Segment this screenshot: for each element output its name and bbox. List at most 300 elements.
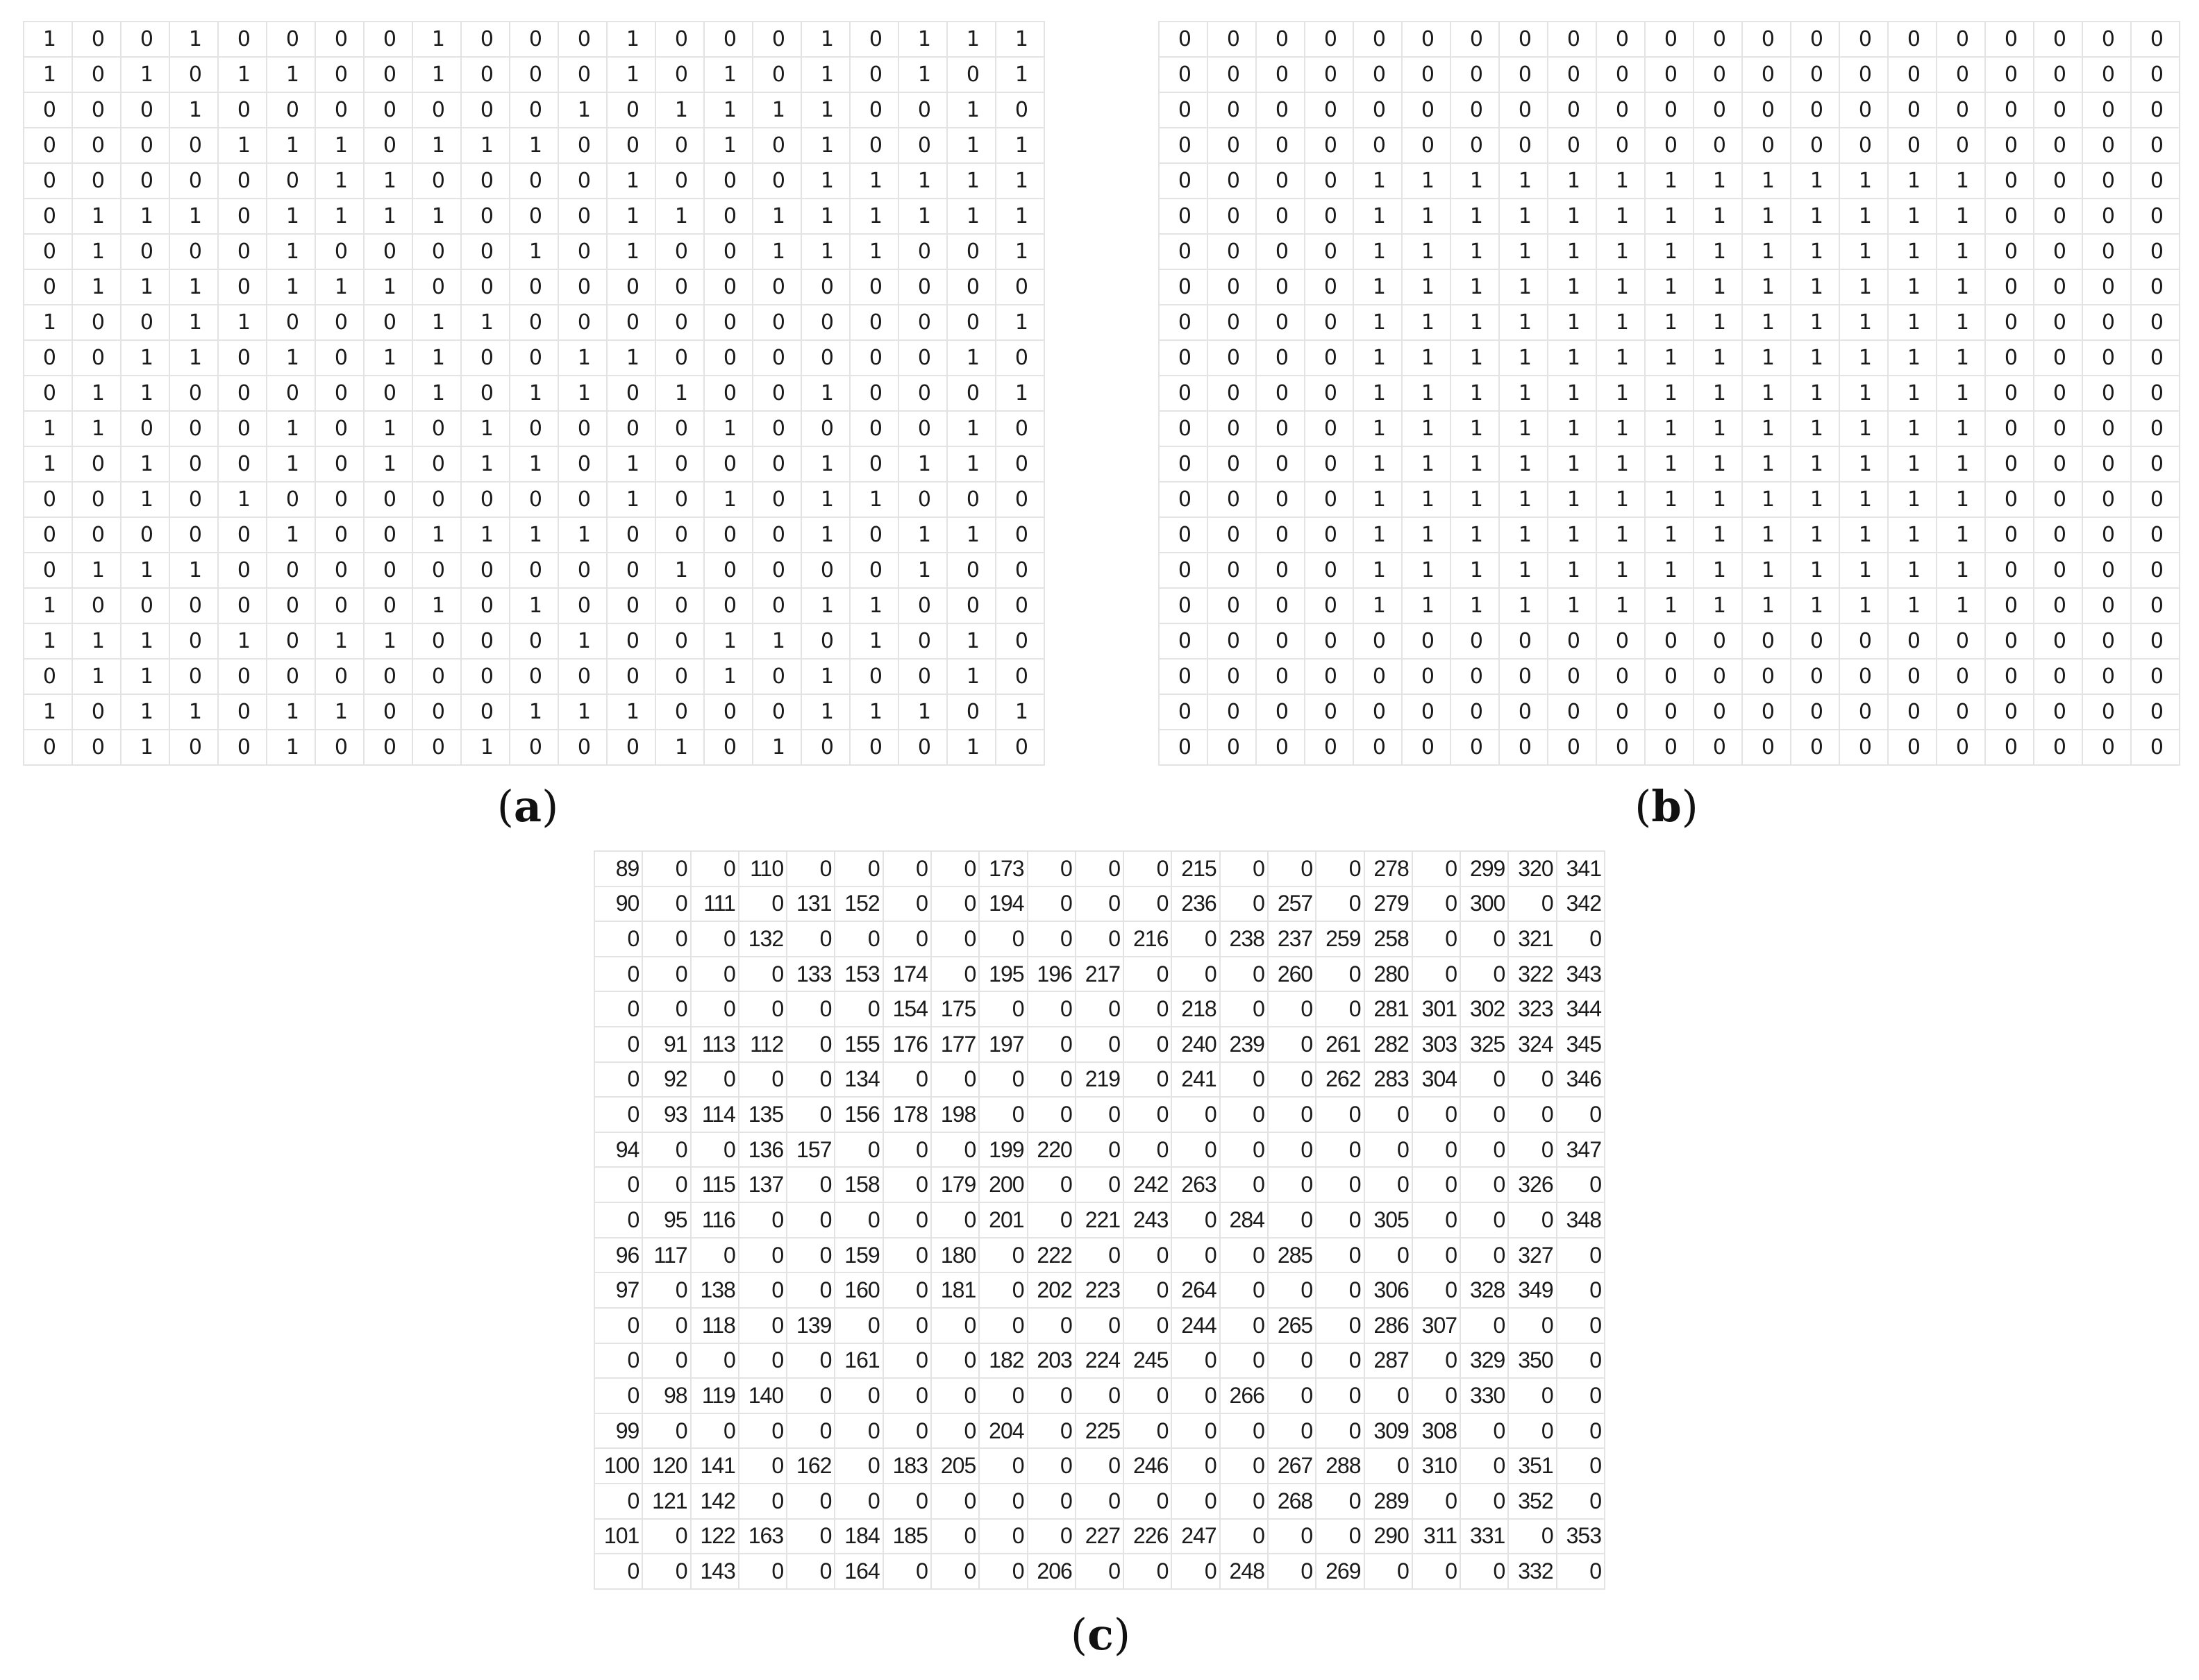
matrix-cell: 0 bbox=[1548, 623, 1596, 659]
matrix-cell: 0 bbox=[883, 1062, 931, 1098]
matrix-cell: 0 bbox=[835, 1132, 883, 1168]
matrix-cell: 0 bbox=[1508, 1097, 1556, 1132]
matrix-cell: 0 bbox=[412, 694, 461, 730]
matrix-cell: 0 bbox=[2131, 517, 2180, 553]
matrix-cell: 0 bbox=[1557, 1097, 1605, 1132]
matrix-cell: 0 bbox=[1596, 128, 1645, 163]
matrix-cell: 0 bbox=[1268, 1202, 1316, 1238]
matrix-cell: 1 bbox=[607, 694, 655, 730]
matrix-cell: 0 bbox=[1220, 887, 1268, 922]
matrix-cell: 1 bbox=[1937, 199, 1985, 234]
matrix-cell: 0 bbox=[24, 269, 72, 305]
matrix-cell: 0 bbox=[1207, 623, 1256, 659]
matrix-cell: 0 bbox=[2082, 730, 2131, 765]
matrix-cell: 0 bbox=[642, 957, 690, 992]
matrix-cell: 0 bbox=[1159, 22, 1207, 57]
matrix-cell: 0 bbox=[607, 128, 655, 163]
matrix-cell: 0 bbox=[1076, 1448, 1123, 1484]
matrix-cell: 0 bbox=[1985, 269, 2034, 305]
matrix-cell: 0 bbox=[1123, 1413, 1171, 1449]
matrix-cell: 1 bbox=[1596, 234, 1645, 269]
matrix-cell: 113 bbox=[691, 1027, 739, 1062]
matrix-cell: 0 bbox=[883, 1484, 931, 1519]
matrix-cell: 1 bbox=[947, 199, 996, 234]
matrix-cell: 0 bbox=[883, 1238, 931, 1273]
matrix-cell: 0 bbox=[655, 269, 704, 305]
matrix-cell: 0 bbox=[1076, 991, 1123, 1027]
matrix-row bbox=[594, 1343, 1605, 1379]
matrix-cell: 304 bbox=[1412, 1062, 1460, 1098]
matrix-cell: 1 bbox=[1742, 482, 1791, 517]
matrix-cell: 0 bbox=[1256, 269, 1305, 305]
matrix-cell: 1 bbox=[1645, 446, 1694, 482]
matrix-cell: 0 bbox=[1076, 1132, 1123, 1168]
matrix-cell: 1 bbox=[1839, 199, 1888, 234]
matrix-cell: 0 bbox=[1985, 376, 2034, 411]
matrix-row bbox=[1159, 128, 2180, 163]
matrix-cell: 0 bbox=[24, 376, 72, 411]
matrix-row bbox=[594, 1027, 1605, 1062]
matrix-cell: 0 bbox=[364, 553, 412, 588]
matrix-cell: 0 bbox=[691, 957, 739, 992]
matrix-cell: 0 bbox=[898, 730, 947, 765]
matrix-cell: 0 bbox=[1460, 1202, 1508, 1238]
matrix-cell: 0 bbox=[2082, 376, 2131, 411]
matrix-row bbox=[24, 163, 1044, 199]
matrix-cell: 0 bbox=[594, 1202, 642, 1238]
matrix-cell: 0 bbox=[1268, 1062, 1316, 1098]
matrix-cell: 1 bbox=[996, 57, 1044, 92]
matrix-cell: 133 bbox=[787, 957, 835, 992]
matrix-cell: 0 bbox=[1888, 623, 1937, 659]
matrix-cell: 0 bbox=[1207, 92, 1256, 128]
matrix-cell: 0 bbox=[607, 305, 655, 340]
matrix-cell: 0 bbox=[996, 446, 1044, 482]
matrix-cell: 1 bbox=[1450, 305, 1499, 340]
matrix-cell: 0 bbox=[1305, 411, 1353, 446]
matrix-cell: 0 bbox=[1839, 694, 1888, 730]
matrix-cell: 0 bbox=[1123, 1272, 1171, 1308]
matrix-cell: 1 bbox=[1402, 588, 1450, 623]
matrix-cell: 0 bbox=[1460, 1308, 1508, 1343]
matrix-cell: 1 bbox=[1791, 269, 1839, 305]
matrix-cell: 1 bbox=[1596, 446, 1645, 482]
matrix-cell: 0 bbox=[1508, 1062, 1556, 1098]
matrix-cell: 1 bbox=[850, 199, 898, 234]
matrix-cell: 0 bbox=[850, 305, 898, 340]
matrix-cell: 0 bbox=[850, 446, 898, 482]
matrix-cell: 0 bbox=[2034, 482, 2082, 517]
matrix-cell: 0 bbox=[1364, 1448, 1412, 1484]
matrix-cell: 299 bbox=[1460, 851, 1508, 887]
matrix-cell: 0 bbox=[801, 553, 850, 588]
matrix-row bbox=[1159, 517, 2180, 553]
matrix-cell: 1 bbox=[558, 517, 607, 553]
matrix-cell: 0 bbox=[1256, 22, 1305, 57]
matrix-cell: 0 bbox=[1305, 22, 1353, 57]
matrix-cell: 0 bbox=[979, 1378, 1027, 1413]
matrix-cell: 0 bbox=[1791, 730, 1839, 765]
matrix-cell: 1 bbox=[1694, 163, 1742, 199]
matrix-cell: 0 bbox=[1316, 1519, 1364, 1554]
matrix-cell: 0 bbox=[1460, 921, 1508, 957]
matrix-row bbox=[594, 851, 1605, 887]
matrix-cell: 1 bbox=[1353, 553, 1402, 588]
matrix-row bbox=[1159, 305, 2180, 340]
matrix-cell: 0 bbox=[1742, 694, 1791, 730]
matrix-cell: 1 bbox=[72, 411, 121, 446]
matrix-cell: 1 bbox=[947, 623, 996, 659]
matrix-cell: 1 bbox=[121, 340, 169, 376]
matrix-cell: 0 bbox=[1557, 1448, 1605, 1484]
matrix-cell: 1 bbox=[315, 269, 364, 305]
matrix-cell: 0 bbox=[510, 57, 558, 92]
matrix-cell: 0 bbox=[898, 128, 947, 163]
matrix-cell: 0 bbox=[412, 482, 461, 517]
matrix-cell: 1 bbox=[558, 623, 607, 659]
matrix-cell: 112 bbox=[739, 1027, 787, 1062]
matrix-cell: 1 bbox=[1645, 269, 1694, 305]
matrix-cell: 0 bbox=[218, 694, 267, 730]
matrix-cell: 1 bbox=[1353, 482, 1402, 517]
matrix-cell: 0 bbox=[1076, 921, 1123, 957]
matrix-cell: 0 bbox=[1316, 887, 1364, 922]
matrix-cell: 285 bbox=[1268, 1238, 1316, 1273]
matrix-cell: 1 bbox=[267, 128, 315, 163]
matrix-cell: 257 bbox=[1268, 887, 1316, 922]
matrix-row bbox=[24, 730, 1044, 765]
matrix-cell: 1 bbox=[1645, 163, 1694, 199]
matrix-cell: 0 bbox=[594, 1062, 642, 1098]
matrix-cell: 1 bbox=[1596, 588, 1645, 623]
matrix-cell: 1 bbox=[898, 57, 947, 92]
matrix-cell: 0 bbox=[364, 730, 412, 765]
matrix-cell: 0 bbox=[510, 659, 558, 694]
matrix-cell: 0 bbox=[1508, 887, 1556, 922]
matrix-cell: 1 bbox=[1645, 305, 1694, 340]
matrix-cell: 0 bbox=[1694, 22, 1742, 57]
matrix-cell: 1 bbox=[1353, 588, 1402, 623]
matrix-cell: 0 bbox=[655, 659, 704, 694]
matrix-cell: 0 bbox=[2082, 517, 2131, 553]
matrix-cell: 0 bbox=[267, 623, 315, 659]
matrix-cell: 0 bbox=[1460, 957, 1508, 992]
matrix-cell: 0 bbox=[753, 659, 801, 694]
matrix-cell: 1 bbox=[461, 128, 510, 163]
matrix-cell: 280 bbox=[1364, 957, 1412, 992]
matrix-cell: 1 bbox=[996, 22, 1044, 57]
matrix-cell: 1 bbox=[655, 376, 704, 411]
matrix-cell: 0 bbox=[1305, 482, 1353, 517]
matrix-cell: 0 bbox=[787, 991, 835, 1027]
matrix-cell: 0 bbox=[947, 482, 996, 517]
matrix-cell: 0 bbox=[996, 269, 1044, 305]
matrix-row bbox=[594, 1413, 1605, 1449]
matrix-cell: 0 bbox=[218, 411, 267, 446]
matrix-cell: 1 bbox=[1548, 163, 1596, 199]
matrix-cell: 0 bbox=[2082, 22, 2131, 57]
matrix-cell: 1 bbox=[1937, 482, 1985, 517]
matrix-cell: 0 bbox=[218, 553, 267, 588]
matrix-cell: 134 bbox=[835, 1062, 883, 1098]
matrix-cell: 199 bbox=[979, 1132, 1027, 1168]
matrix-row bbox=[1159, 22, 2180, 57]
matrix-cell: 0 bbox=[739, 1413, 787, 1449]
matrix-cell: 1 bbox=[364, 199, 412, 234]
matrix-row bbox=[594, 1238, 1605, 1273]
matrix-cell: 0 bbox=[412, 234, 461, 269]
matrix-row bbox=[594, 1062, 1605, 1098]
matrix-cell: 1 bbox=[850, 482, 898, 517]
matrix-cell: 265 bbox=[1268, 1308, 1316, 1343]
matrix-cell: 0 bbox=[1220, 1167, 1268, 1202]
matrix-cell: 0 bbox=[1305, 340, 1353, 376]
matrix-cell: 0 bbox=[558, 128, 607, 163]
matrix-cell: 0 bbox=[1985, 446, 2034, 482]
matrix-cell: 0 bbox=[1508, 1378, 1556, 1413]
matrix-cell: 0 bbox=[1256, 730, 1305, 765]
matrix-cell: 0 bbox=[2082, 305, 2131, 340]
matrix-cell: 0 bbox=[642, 921, 690, 957]
matrix-cell: 1 bbox=[267, 57, 315, 92]
matrix-cell: 0 bbox=[412, 163, 461, 199]
matrix-cell: 0 bbox=[642, 1343, 690, 1379]
matrix-cell: 0 bbox=[2082, 482, 2131, 517]
matrix-cell: 1 bbox=[1450, 411, 1499, 446]
matrix-cell: 1 bbox=[850, 588, 898, 623]
matrix-cell: 0 bbox=[72, 92, 121, 128]
matrix-cell: 247 bbox=[1171, 1519, 1219, 1554]
matrix-cell: 1 bbox=[1596, 482, 1645, 517]
matrix-cell: 0 bbox=[1937, 92, 1985, 128]
matrix-cell: 308 bbox=[1412, 1413, 1460, 1449]
matrix-cell: 1 bbox=[1839, 446, 1888, 482]
matrix-cell: 154 bbox=[883, 991, 931, 1027]
matrix-cell: 0 bbox=[2034, 92, 2082, 128]
matrix-cell: 0 bbox=[1305, 517, 1353, 553]
matrix-cell: 115 bbox=[691, 1167, 739, 1202]
matrix-cell: 1 bbox=[1450, 269, 1499, 305]
matrix-cell: 1 bbox=[1499, 269, 1548, 305]
matrix-cell: 1 bbox=[996, 305, 1044, 340]
matrix-cell: 1 bbox=[72, 199, 121, 234]
matrix-cell: 0 bbox=[1985, 411, 2034, 446]
matrix-cell: 180 bbox=[931, 1238, 979, 1273]
matrix-cell: 0 bbox=[1412, 1202, 1460, 1238]
matrix-cell: 1 bbox=[121, 730, 169, 765]
matrix-cell: 1 bbox=[461, 305, 510, 340]
matrix-cell: 1 bbox=[801, 694, 850, 730]
matrix-cell: 137 bbox=[739, 1167, 787, 1202]
matrix-cell: 241 bbox=[1171, 1062, 1219, 1098]
matrix-cell: 1 bbox=[1402, 482, 1450, 517]
matrix-cell: 0 bbox=[1220, 957, 1268, 992]
matrix-cell: 1 bbox=[801, 446, 850, 482]
matrix-cell: 0 bbox=[739, 1484, 787, 1519]
matrix-cell: 1 bbox=[1353, 199, 1402, 234]
matrix-cell: 0 bbox=[121, 411, 169, 446]
matrix-cell: 1 bbox=[1839, 588, 1888, 623]
matrix-cell: 1 bbox=[996, 163, 1044, 199]
matrix-cell: 0 bbox=[1645, 623, 1694, 659]
matrix-cell: 1 bbox=[704, 57, 753, 92]
matrix-cell: 1 bbox=[1645, 482, 1694, 517]
matrix-cell: 1 bbox=[996, 234, 1044, 269]
matrix-cell: 0 bbox=[655, 234, 704, 269]
matrix-cell: 0 bbox=[1256, 482, 1305, 517]
matrix-cell: 0 bbox=[461, 482, 510, 517]
matrix-cell: 0 bbox=[2082, 57, 2131, 92]
matrix-cell: 0 bbox=[739, 1554, 787, 1589]
matrix-cell: 0 bbox=[931, 851, 979, 887]
matrix-cell: 1 bbox=[1402, 305, 1450, 340]
matrix-cell: 0 bbox=[850, 92, 898, 128]
matrix-row bbox=[1159, 446, 2180, 482]
matrix-cell: 311 bbox=[1412, 1519, 1460, 1554]
matrix-cell: 206 bbox=[1028, 1554, 1076, 1589]
matrix-cell: 0 bbox=[1268, 1097, 1316, 1132]
matrix-cell: 1 bbox=[1353, 163, 1402, 199]
matrix-cell: 0 bbox=[996, 730, 1044, 765]
matrix-cell: 0 bbox=[121, 305, 169, 340]
matrix-cell: 0 bbox=[1353, 57, 1402, 92]
matrix-b-binary-block bbox=[1158, 21, 2180, 766]
matrix-cell: 0 bbox=[558, 659, 607, 694]
matrix-cell: 0 bbox=[898, 376, 947, 411]
matrix-cell: 1 bbox=[1791, 305, 1839, 340]
matrix-cell: 1 bbox=[412, 376, 461, 411]
matrix-cell: 0 bbox=[1268, 1132, 1316, 1168]
matrix-cell: 0 bbox=[1028, 991, 1076, 1027]
matrix-cell: 0 bbox=[850, 376, 898, 411]
matrix-cell: 0 bbox=[1207, 340, 1256, 376]
matrix-cell: 0 bbox=[1508, 1519, 1556, 1554]
matrix-cell: 0 bbox=[1985, 623, 2034, 659]
matrix-row bbox=[594, 1378, 1605, 1413]
matrix-cell: 205 bbox=[931, 1448, 979, 1484]
matrix-cell: 0 bbox=[1305, 730, 1353, 765]
matrix-cell: 0 bbox=[2034, 269, 2082, 305]
matrix-cell: 0 bbox=[1694, 92, 1742, 128]
matrix-cell: 138 bbox=[691, 1272, 739, 1308]
matrix-cell: 331 bbox=[1460, 1519, 1508, 1554]
matrix-cell: 1 bbox=[1450, 340, 1499, 376]
matrix-cell: 0 bbox=[461, 340, 510, 376]
matrix-cell: 1 bbox=[801, 517, 850, 553]
matrix-cell: 341 bbox=[1557, 851, 1605, 887]
matrix-row bbox=[594, 887, 1605, 922]
matrix-cell: 1 bbox=[753, 623, 801, 659]
matrix-cell: 343 bbox=[1557, 957, 1605, 992]
matrix-cell: 1 bbox=[1742, 517, 1791, 553]
matrix-cell: 0 bbox=[850, 22, 898, 57]
matrix-cell: 0 bbox=[1694, 623, 1742, 659]
matrix-cell: 0 bbox=[1596, 623, 1645, 659]
matrix-cell: 1 bbox=[267, 340, 315, 376]
matrix-cell: 0 bbox=[218, 517, 267, 553]
matrix-cell: 0 bbox=[72, 517, 121, 553]
matrix-cell: 0 bbox=[2131, 376, 2180, 411]
matrix-cell: 0 bbox=[1791, 22, 1839, 57]
matrix-cell: 1 bbox=[558, 92, 607, 128]
matrix-cell: 0 bbox=[801, 623, 850, 659]
matrix-cell: 0 bbox=[1207, 163, 1256, 199]
matrix-cell: 0 bbox=[1256, 340, 1305, 376]
matrix-cell: 0 bbox=[1791, 623, 1839, 659]
matrix-cell: 0 bbox=[2131, 163, 2180, 199]
matrix-cell: 1 bbox=[510, 694, 558, 730]
matrix-cell: 1 bbox=[1548, 588, 1596, 623]
matrix-cell: 0 bbox=[1508, 1132, 1556, 1168]
matrix-cell: 1 bbox=[1402, 340, 1450, 376]
matrix-cell: 0 bbox=[510, 199, 558, 234]
matrix-cell: 1 bbox=[169, 553, 218, 588]
matrix-cell: 0 bbox=[315, 57, 364, 92]
matrix-cell: 0 bbox=[1985, 92, 2034, 128]
matrix-cell: 258 bbox=[1364, 921, 1412, 957]
matrix-cell: 0 bbox=[607, 623, 655, 659]
matrix-cell: 0 bbox=[1937, 694, 1985, 730]
matrix-cell: 0 bbox=[1557, 1238, 1605, 1273]
matrix-cell: 0 bbox=[121, 22, 169, 57]
matrix-cell: 0 bbox=[1028, 1308, 1076, 1343]
matrix-cell: 1 bbox=[315, 694, 364, 730]
matrix-cell: 0 bbox=[1742, 659, 1791, 694]
matrix-row bbox=[24, 482, 1044, 517]
matrix-cell: 0 bbox=[1171, 1413, 1219, 1449]
matrix-cell: 1 bbox=[1791, 482, 1839, 517]
matrix-cell: 0 bbox=[753, 340, 801, 376]
matrix-cell: 0 bbox=[1123, 851, 1171, 887]
matrix-cell: 0 bbox=[412, 623, 461, 659]
matrix-cell: 1 bbox=[1548, 199, 1596, 234]
matrix-cell: 0 bbox=[1412, 1167, 1460, 1202]
matrix-cell: 142 bbox=[691, 1484, 739, 1519]
matrix-cell: 158 bbox=[835, 1167, 883, 1202]
matrix-cell: 1 bbox=[1839, 482, 1888, 517]
matrix-cell: 287 bbox=[1364, 1343, 1412, 1379]
matrix-cell: 0 bbox=[1985, 340, 2034, 376]
matrix-cell: 1 bbox=[72, 376, 121, 411]
matrix-cell: 0 bbox=[412, 553, 461, 588]
matrix-cell: 0 bbox=[364, 659, 412, 694]
matrix-cell: 1 bbox=[996, 376, 1044, 411]
matrix-cell: 1 bbox=[947, 128, 996, 163]
matrix-cell: 0 bbox=[1123, 957, 1171, 992]
matrix-cell: 1 bbox=[1450, 588, 1499, 623]
matrix-cell: 0 bbox=[2034, 199, 2082, 234]
matrix-cell: 215 bbox=[1171, 851, 1219, 887]
matrix-cell: 1 bbox=[1937, 517, 1985, 553]
matrix-cell: 236 bbox=[1171, 887, 1219, 922]
matrix-cell: 0 bbox=[1159, 199, 1207, 234]
matrix-cell: 1 bbox=[947, 517, 996, 553]
matrix-cell: 346 bbox=[1557, 1062, 1605, 1098]
matrix-cell: 0 bbox=[412, 659, 461, 694]
matrix-cell: 239 bbox=[1220, 1027, 1268, 1062]
matrix-cell: 301 bbox=[1412, 991, 1460, 1027]
matrix-cell: 185 bbox=[883, 1519, 931, 1554]
matrix-cell: 0 bbox=[642, 1413, 690, 1449]
matrix-cell: 0 bbox=[1076, 887, 1123, 922]
matrix-cell: 0 bbox=[1596, 659, 1645, 694]
matrix-cell: 0 bbox=[594, 1027, 642, 1062]
matrix-cell: 0 bbox=[1548, 22, 1596, 57]
matrix-cell: 0 bbox=[1412, 887, 1460, 922]
matrix-cell: 0 bbox=[1450, 659, 1499, 694]
matrix-cell: 0 bbox=[1316, 1202, 1364, 1238]
matrix-cell: 1 bbox=[801, 482, 850, 517]
